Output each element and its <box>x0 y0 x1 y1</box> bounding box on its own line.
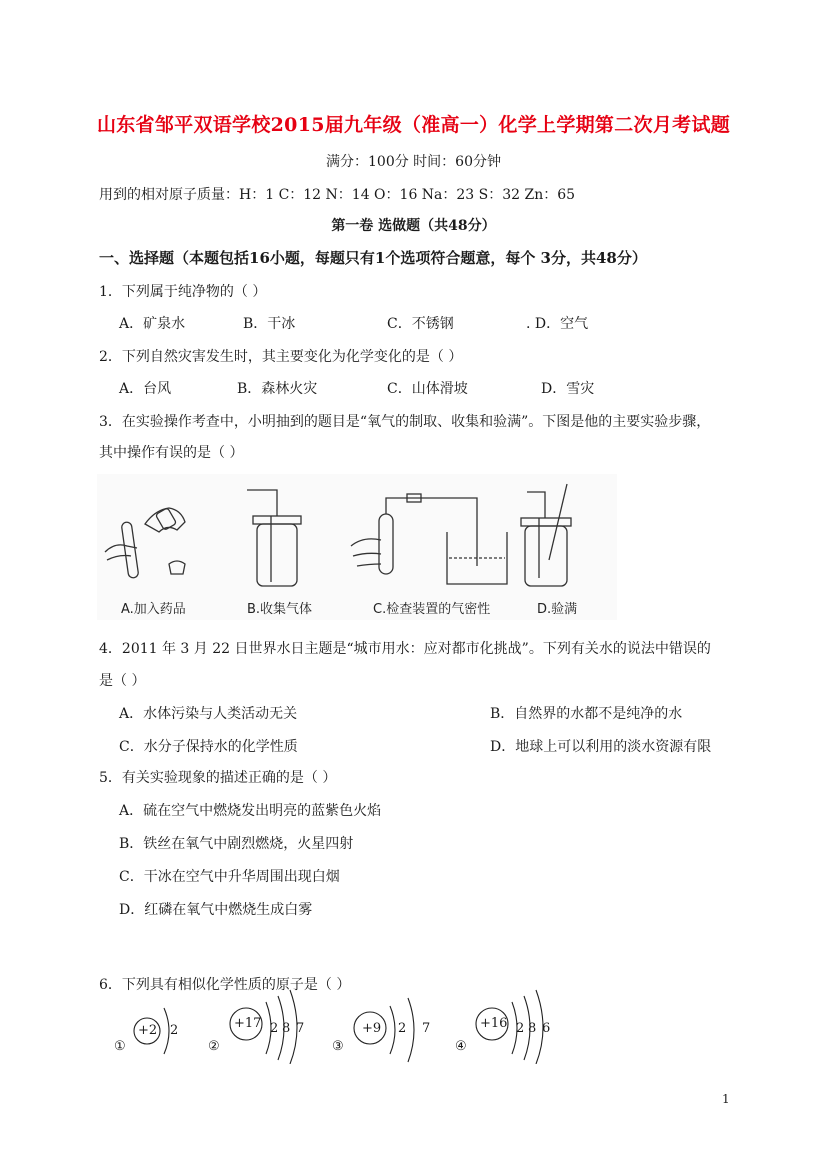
question-6-stem: 6．下列具有相似化学性质的原子是（ ） <box>99 977 351 993</box>
atom-structure-diagrams <box>100 984 620 1064</box>
atom-4-index: ④ <box>455 1039 467 1054</box>
q2-option-d: D．雪灾 <box>541 381 595 397</box>
question-3-stem-line1: 3．在实验操作考查中，小明抽到的题目是“氧气的制取、收集和验满”。下图是他的主要实验步骤， <box>99 414 711 430</box>
question-4-stem-line2: 是（ ） <box>99 673 146 689</box>
paper-title: 山东省邹平双语学校2015届九年级（准高一）化学上学期第二次月考试题 <box>96 114 731 136</box>
q1-option-c: C．不锈钢 <box>387 316 454 332</box>
atom-1-index: ① <box>114 1039 126 1054</box>
atom-4-nucleus: +16 <box>480 1016 508 1031</box>
q4-option-c: C．水分子保持水的化学性质 <box>119 739 298 755</box>
q2-option-b: B．森林火灾 <box>237 381 318 397</box>
q2-option-c: C．山体滑坡 <box>387 381 468 397</box>
q4-option-b: B．自然界的水都不是纯净的水 <box>490 706 683 722</box>
q1-option-d: . D．空气 <box>526 316 589 332</box>
q5-option-a: A．硫在空气中燃烧发出明亮的蓝紫色火焰 <box>119 803 382 819</box>
atom-4-shell-1: 2 <box>516 1021 525 1036</box>
question-2-stem: 2．下列自然灾害发生时，其主要变化为化学变化的是（ ） <box>99 349 463 365</box>
figure-caption-b: B.收集气体 <box>247 602 313 617</box>
q4-option-a: A．水体污染与人类活动无关 <box>119 706 298 722</box>
atom-2-shell-2: 8 <box>282 1021 291 1036</box>
q2-option-a: A．台风 <box>119 381 172 397</box>
atom-2-shell-3: 7 <box>296 1021 305 1036</box>
page-number: 1 <box>722 1092 730 1106</box>
atom-3-shell-2: 7 <box>422 1021 431 1036</box>
section1-heading: 一、选择题（本题包括16小题，每题只有1个选项符合题意，每个 3分，共48分） <box>99 249 647 267</box>
atom-1-nucleus: +2 <box>138 1023 158 1038</box>
atom-1-shell-1: 2 <box>170 1023 179 1038</box>
experiment-figure <box>97 474 617 620</box>
q5-option-d: D．红磷在氧气中燃烧生成白雾 <box>119 902 313 918</box>
part1-heading: 第一卷 选做题（共48分） <box>331 218 496 234</box>
question-3-stem-line2: 其中操作有误的是（ ） <box>99 445 244 461</box>
question-4-stem-line1: 4．2011 年 3 月 22 日世界水日主题是“城市用水：应对都市化挑战”。下列有关水的说法中错误的 <box>99 641 711 657</box>
figure-caption-d: D.验满 <box>537 602 578 617</box>
atom-2-index: ② <box>208 1039 220 1054</box>
q4-option-d: D．地球上可以利用的淡水资源有限 <box>490 739 712 755</box>
atom-3-shell-1: 2 <box>398 1021 407 1036</box>
q5-option-c: C．干冰在空气中升华周围出现白烟 <box>119 869 340 885</box>
q5-option-b: B．铁丝在氧气中剧烈燃烧，火星四射 <box>119 836 354 852</box>
atom-3-nucleus: +9 <box>362 1021 382 1036</box>
figure-caption-c: C.检查装置的气密性 <box>373 602 491 617</box>
atom-2-shell-1: 2 <box>270 1021 279 1036</box>
question-5-stem: 5．有关实验现象的描述正确的是（ ） <box>99 770 337 786</box>
q1-option-a: A．矿泉水 <box>119 316 186 332</box>
atomic-masses-line: 用到的相对原子质量：H：1 C：12 N：14 O：16 Na：23 S：32 Zn：65 <box>99 187 576 203</box>
q1-option-b: B．干冰 <box>243 316 296 332</box>
score-time-line: 满分：100分 时间：60分钟 <box>326 154 501 170</box>
atom-3-index: ③ <box>332 1039 344 1054</box>
figure-caption-a: A.加入药品 <box>121 602 186 617</box>
atom-2-nucleus: +17 <box>234 1016 262 1031</box>
atom-4-shell-3: 6 <box>542 1021 551 1036</box>
atom-4-shell-2: 8 <box>528 1021 537 1036</box>
question-1-stem: 1．下列属于纯净物的（ ） <box>99 284 267 300</box>
